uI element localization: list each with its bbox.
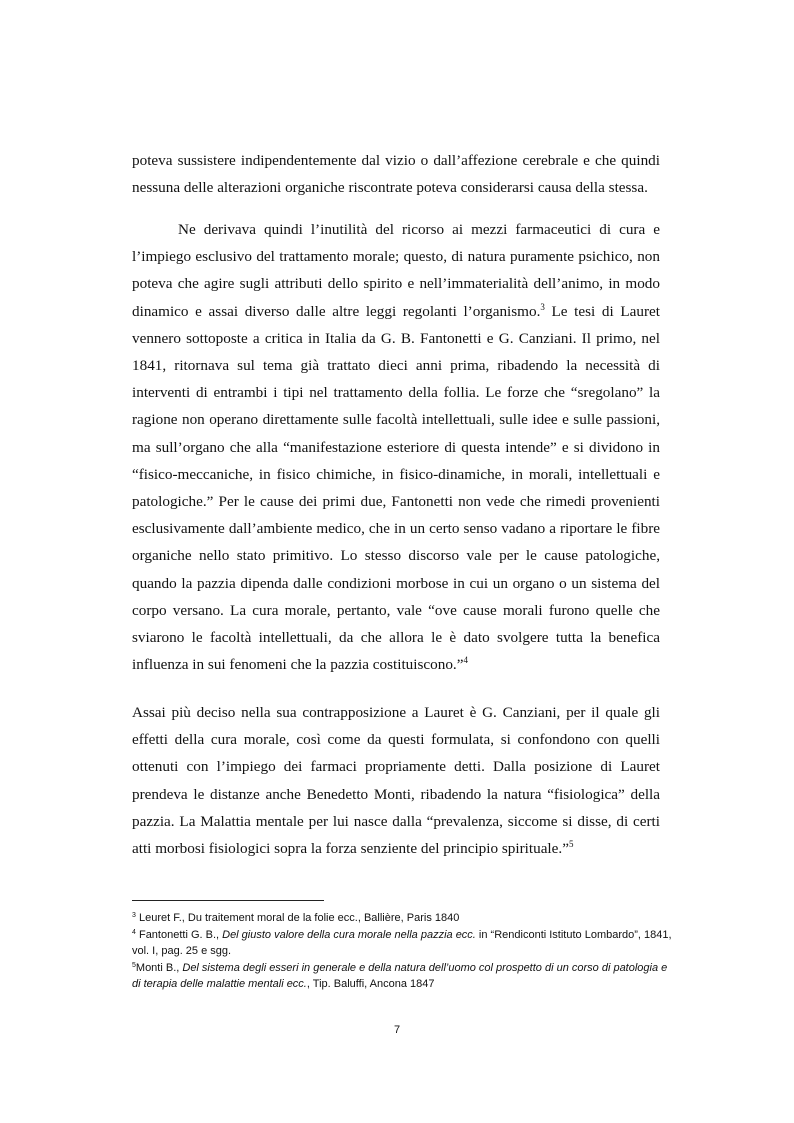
footnote-author: Monti B., [135, 961, 183, 974]
footnote-reference-3: 3 [540, 301, 545, 312]
footnote-3 [132, 910, 672, 927]
footnote-number: 4 [132, 928, 136, 936]
footnote-text: Leuret F., Du traitement moral de la folie ecc., Ballière, Paris 1840 [138, 912, 460, 924]
footnote-4 [132, 927, 672, 960]
body-paragraph-2 [132, 216, 660, 678]
footnotes [132, 910, 672, 993]
paragraph-text: Le tesi di Lauret vennero sottoposte a critica in Italia da G. B. Fantonetti e G. Canziani. Il primo, nel 1841, ritornava sul tema già trattato dieci anni prima, ribadendo la necessità di interventi di entrambi i tipi nel trattamento della follia. Le forze che “sregolano” la ragione non operano direttamente sulle facoltà intellettuali, sulle idee e sulle passioni, ma sull’organo che alla “manifestazione esteriore di questa intende” e si dividono in “fisico-meccaniche, in fisico chimiche, in fisico-dinamiche, in morali, intellettuali e patologiche.” Per le cause dei primi due, Fantonetti non vede che rimedi provenienti esclusivamente dall’ambiente medico, che in un certo senso vadano a riportare le fibre organiche nello stato primitivo. Lo stesso discorso vale per le cause patologiche, quando la pazzia dipenda dalle condizioni morbose in cui un organo o un sistema del corpo versano. La cura morale, pertanto, vale “ove cause morali furono quelle che sviarono le facoltà intellettuali, da che allora le è dato svolgere tutta la benefica influenza in sui fenomeni che la pazzia costituiscono.” [132, 302, 660, 674]
page-number: 7 [393, 1024, 401, 1036]
body-paragraph-3 [132, 699, 660, 862]
paragraph-text: Assai più deciso nella sua contrapposizione a Lauret è G. Canziani, per il quale gli effetti della cura morale, così come da questi formulata, si confondono con quelli ottenuti con l’impiego dei farmaci propriamente detti. Dalla posizione di Lauret prendeva le distanze anche Benedetto Monti, ribadendo la natura “fisiologica” della pazzia. La Malattia mentale per lui nasce dalla “prevalenza, siccome si disse, di certi atti morbosi fisiologici sopra la forza senziente del principio spirituale.” [132, 704, 660, 858]
footnote-reference-4: 4 [463, 655, 468, 666]
footnote-number: 5 [132, 961, 136, 969]
footnote-author: Fantonetti G. B., [138, 928, 223, 941]
footnote-title: Del sistema degli esseri in generale e della natura dell’uomo col prospetto di un corso di patologia e di terapia delle malattie mentali ecc. [132, 961, 668, 990]
paragraph-text: Ne derivava quindi l’inutilità del ricorso ai mezzi farmaceutici di cura e l’impiego esclusivo del trattamento morale; questo, di natura puramente psichico, non poteva che agire sugli attributi dello spirito e nell’immaterialità dell’animo, in modo dinamico e assai diverso dalle altre leggi regolanti l’organismo. [132, 221, 660, 320]
footnote-number: 3 [132, 912, 136, 919]
paragraph-text: poteva sussistere indipendentemente dal vizio o dall’affezione cerebrale e che quindi nessuna delle alterazioni organiche riscontrate poteva considerarsi causa della stessa. [132, 152, 660, 197]
footnote-5 [132, 960, 672, 993]
footnote-source: in “Rendiconti Istituto Lombardo”, 1841, vol. I, pag. 25 e sgg. [132, 928, 672, 957]
footnote-source: , Tip. Baluffi, Ancona 1847 [306, 978, 435, 990]
body-paragraph-1 [132, 147, 660, 201]
footnote-separator [132, 900, 324, 901]
footnote-reference-5: 5 [568, 839, 574, 850]
footnote-title: Del giusto valore della cura morale nella pazzia ecc. [222, 928, 476, 941]
